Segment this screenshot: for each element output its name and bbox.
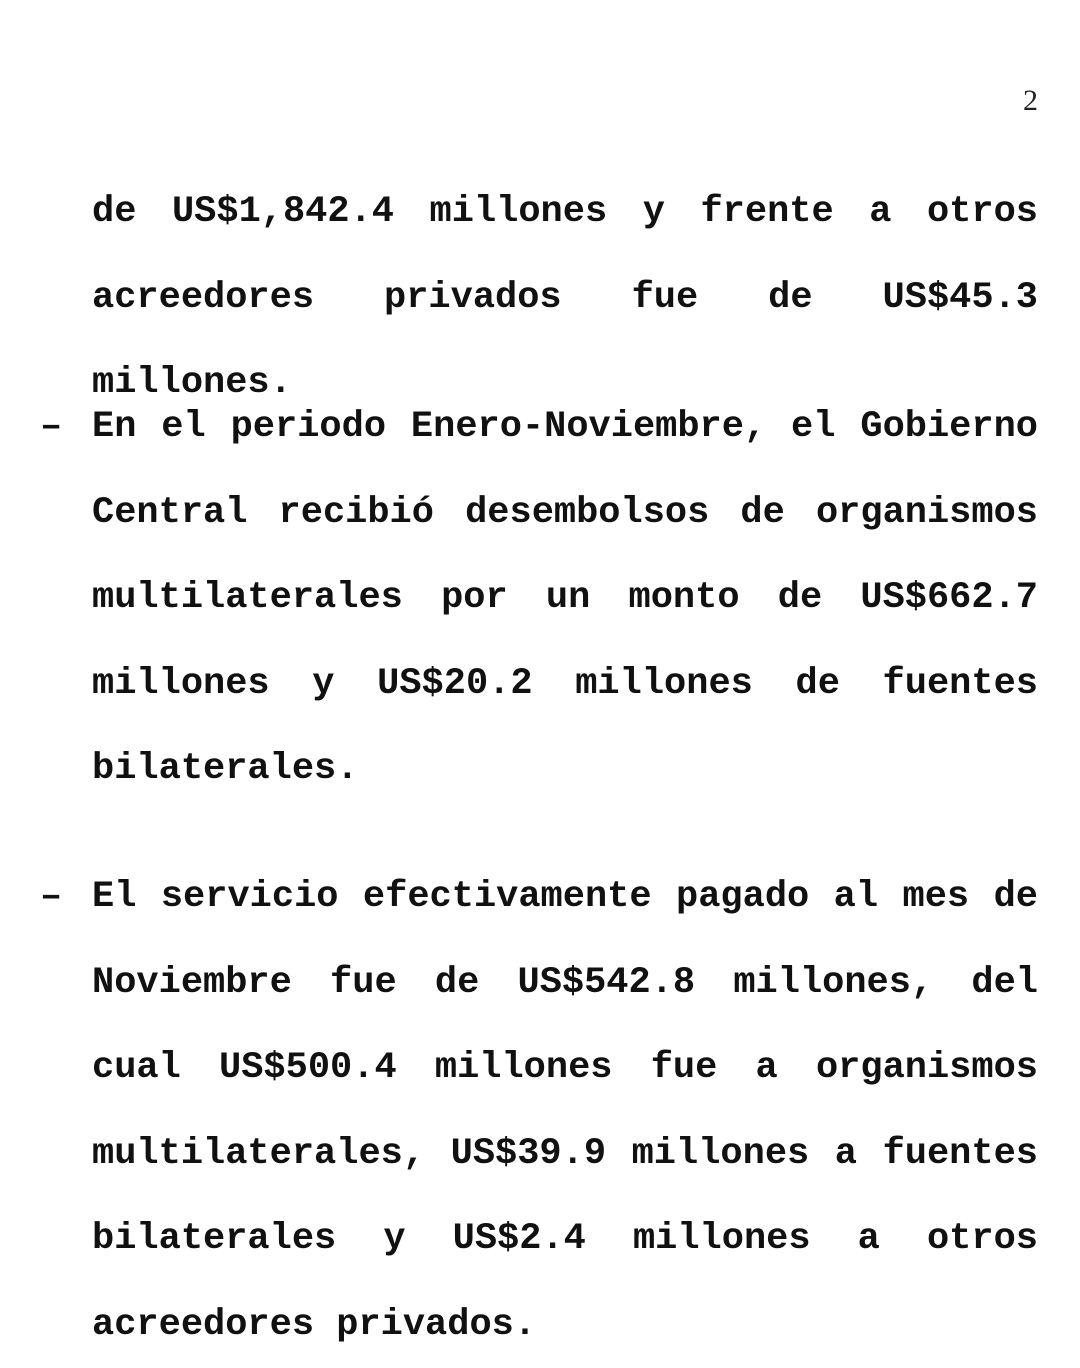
paragraph-continuation: de US$1,842.4 millones y frente a otros acreedores privados fue de US$45.3 millones.	[92, 191, 1038, 404]
bullet-dash: –	[40, 876, 63, 918]
page-number: 2	[1023, 84, 1038, 117]
paragraph-debt-service: El servicio efectivamente pagado al mes de Noviembre fue de US$542.8 millones, del cual US$500.4 millones fue a organismos multilaterales, US$39.9 millones a fuentes bilaterales y US$2.4 millones a otros acreedores privados.	[92, 876, 1038, 1346]
bullet-dash: –	[40, 406, 63, 448]
paragraph-disbursements: En el periodo Enero-Noviembre, el Gobierno Central recibió desembolsos de organismos multilaterales por un monto de US$662.7 millones y US$20.2 millones de fuentes bilaterales.	[92, 406, 1038, 790]
